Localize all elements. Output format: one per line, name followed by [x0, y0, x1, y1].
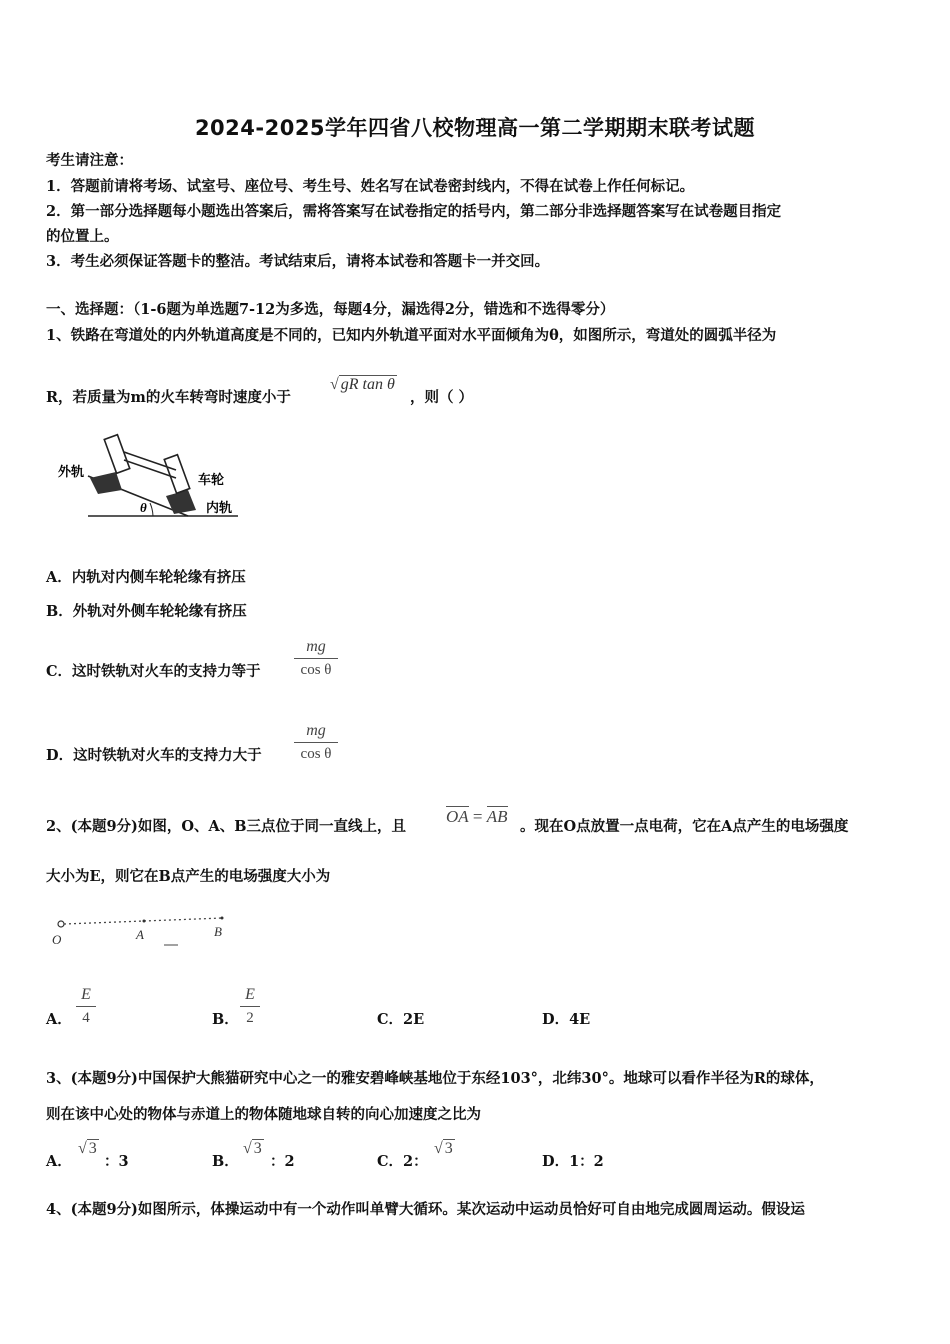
label-a: A — [136, 927, 144, 942]
q3-option-a-label[interactable]: A． — [46, 1153, 72, 1170]
outer-rail-block — [90, 472, 122, 494]
q1-option-c-fraction — [294, 638, 338, 679]
q4-stem-line1: 4、(本题9分)如图所示，体操运动中有一个动作叫单臂大循环。某次运动中运动员恰好可自由地完成圆周运动。假设运 — [46, 1201, 805, 1218]
q3-option-d[interactable]: D．1：2 — [542, 1153, 604, 1170]
point-a-marker — [143, 920, 146, 923]
q1-option-c[interactable]: C．这时铁轨对火车的支持力等于 — [46, 663, 261, 680]
label-outer-rail: 外轨 — [58, 465, 85, 480]
frac-denominator: cos θ — [300, 662, 332, 678]
q3-option-c-label[interactable]: C．2： — [377, 1153, 428, 1170]
q1-stem-line2b: ，则（ ） — [410, 389, 474, 406]
sqrt-radicand: 3 — [88, 1140, 97, 1157]
point-b-marker — [221, 917, 224, 920]
q2-stem-line2: 大小为E，则它在B点产生的电场强度大小为 — [46, 868, 331, 885]
q2-stem-line1b: 。现在O点放置一点电荷，它在A点产生的电场强度 — [520, 818, 849, 835]
notice-item-2-cont: 的位置上。 — [46, 228, 119, 245]
inner-rail-block — [166, 490, 196, 514]
q3-option-a-tail: ：3 — [104, 1153, 129, 1170]
equals-sign: = — [472, 807, 483, 826]
point-o-marker — [58, 921, 64, 927]
q2-option-a-fraction — [76, 986, 96, 1027]
sqrt-radicand: 3 — [253, 1140, 262, 1157]
q2-point-figure — [48, 912, 238, 952]
notice-item-1: 1．答题前请将考场、试室号、座位号、考生号、姓名写在试卷密封线内，不得在试卷上作任何标记。 — [46, 178, 695, 195]
q1-option-a[interactable]: A．内轨对内侧车轮轮缘有挤压 — [46, 569, 246, 586]
q2-option-d[interactable]: D．4E — [542, 1011, 591, 1028]
notice-item-3: 3．考生必须保证答题卡的整洁。考试结束后，请将本试卷和答题卡一并交回。 — [46, 253, 550, 270]
frac-numerator: mg — [306, 722, 326, 739]
q3-stem-line2: 则在该中心处的物体与赤道上的物体随地球自转的向心加速度之比为 — [46, 1106, 481, 1123]
q2-option-b-fraction — [240, 986, 260, 1027]
q3-option-b-tail: ：2 — [270, 1153, 295, 1170]
outer-wheel — [104, 435, 129, 474]
q1-rail-figure — [58, 430, 248, 520]
sqrt-radicand: 3 — [444, 1140, 453, 1157]
q1-option-d[interactable]: D．这时铁轨对火车的支持力大于 — [46, 747, 262, 764]
q3-option-b-sqrt: √ 3 — [243, 1140, 262, 1157]
label-o: O — [52, 932, 62, 947]
q2-stem-line1a: 2、(本题9分)如图，O、A、B三点位于同一直线上，且 — [46, 818, 407, 835]
q2-option-b-label[interactable]: B． — [212, 1011, 239, 1028]
vector-ab: AB — [486, 807, 508, 826]
label-angle: θ — [140, 500, 147, 515]
inner-wheel — [164, 455, 189, 494]
frac-numerator: E — [245, 986, 255, 1003]
frac-numerator: E — [81, 986, 91, 1003]
axle-top — [124, 452, 176, 470]
q1-sqrt-radicand: gR tan θ — [340, 376, 395, 393]
q2-option-a-label[interactable]: A． — [46, 1011, 72, 1028]
frac-denominator: 2 — [246, 1010, 254, 1026]
frac-denominator: cos θ — [300, 746, 332, 762]
page-title: 2024-2025学年四省八校物理高一第二学期期末联考试题 — [194, 116, 756, 140]
q3-option-c-sqrt: √ 3 — [434, 1140, 453, 1157]
q1-option-d-fraction — [294, 722, 338, 763]
q1-stem-line2a: R，若质量为m的火车转弯时速度小于 — [46, 389, 291, 406]
angle-arc — [150, 503, 153, 516]
label-b: B — [214, 924, 222, 939]
q1-stem-line1: 1、铁路在弯道处的内外轨道高度是不同的，已知内外轨道平面对水平面倾角为θ，如图所示，弯道处的圆弧半径为 — [46, 327, 777, 344]
notice-heading: 考生请注意： — [46, 152, 133, 169]
q3-option-a-sqrt: √ 3 — [78, 1140, 97, 1157]
label-inner-rail: 内轨 — [206, 501, 233, 516]
frac-numerator: mg — [306, 638, 326, 655]
label-wheel: 车轮 — [198, 473, 225, 488]
vector-oa: OA — [446, 807, 469, 826]
section-heading: 一、选择题：（1-6题为单选题7-12为多选，每题4分，漏选得2分，错选和不选得零分） — [46, 301, 615, 318]
q3-stem-line1: 3、(本题9分)中国保护大熊猫研究中心之一的雅安碧峰峡基地位于东经103°，北纬30°。地球可以看作半径为R的球体， — [46, 1070, 824, 1087]
q1-sqrt-expression: √ gR tan θ — [330, 376, 395, 393]
q2-vector-equation — [446, 807, 508, 827]
notice-item-2: 2．第一部分选择题每小题选出答案后，需将答案写在试卷指定的括号内，第二部分非选择题答案写在试卷题目指定 — [46, 203, 782, 220]
q3-option-b-label[interactable]: B． — [212, 1153, 239, 1170]
q2-option-c[interactable]: C．2E — [377, 1011, 425, 1028]
q1-option-b[interactable]: B．外轨对外侧车轮轮缘有挤压 — [46, 603, 247, 620]
frac-denominator: 4 — [82, 1010, 90, 1026]
